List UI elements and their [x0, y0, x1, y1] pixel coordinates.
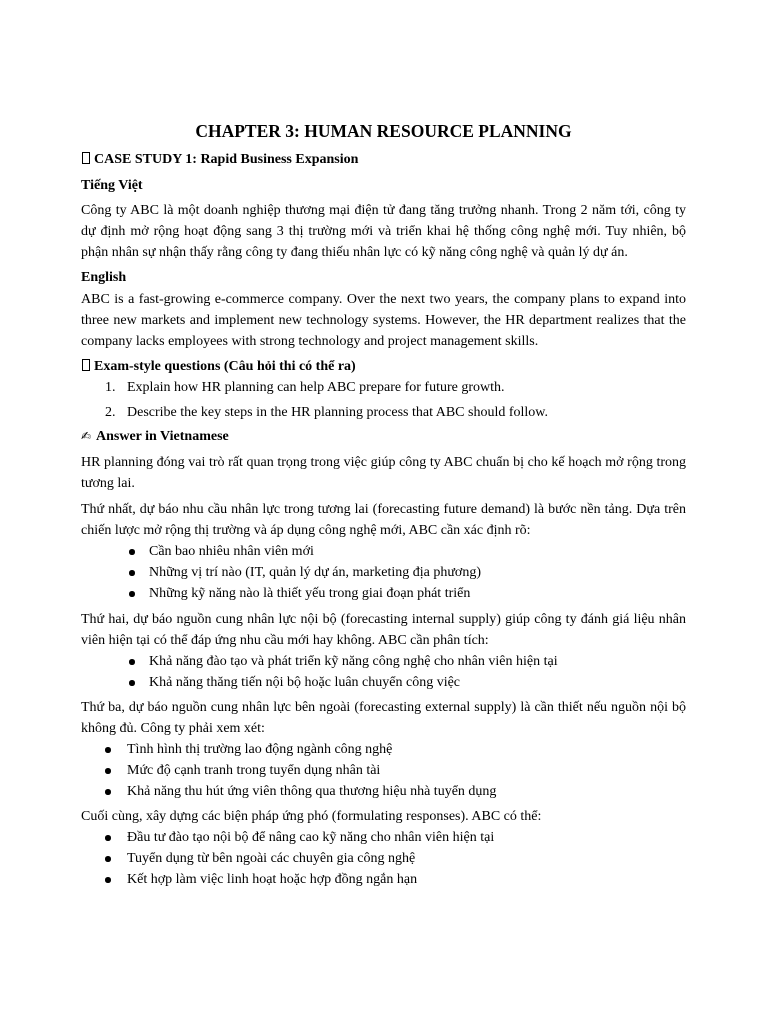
answer-intro: HR planning đóng vai trò rất quan trọng trong việc giúp công ty ABC chuẩn bị cho kế hoạch mở rộng trong tương lai. — [81, 455, 686, 491]
list-item-text: Những kỹ năng nào là thiết yếu trong giai đoạn phát triển — [149, 586, 471, 601]
step-4-bullets — [81, 827, 686, 890]
list-item — [81, 541, 686, 562]
step-3-bullets — [81, 739, 686, 802]
vietnamese-paragraph: Công ty ABC là một doanh nghiệp thương mại điện tử đang tăng trưởng nhanh. Trong 2 năm tới, công ty dự định mở rộng hoạt động sang 3 thị trường mới và triển khai hệ thống công nghệ mới. Tuy nhiên, bộ phận nhân sự nhận thấy rằng công ty đang thiếu nhân lực có kỹ năng công nghệ và quản lý dự án. — [81, 203, 686, 260]
exam-questions-heading — [81, 356, 686, 377]
answer-step-2: Thứ hai, dự báo nguồn cung nhân lực nội bộ (forecasting internal supply) giúp công ty đánh giá liệu nhân viên hiện tại có thể đáp ứng nhu cầu mới hay không. ABC cần phân tích: — [81, 612, 686, 648]
list-item — [81, 848, 686, 869]
bullet-icon — [129, 659, 135, 665]
list-item — [81, 583, 686, 604]
exam-questions-list — [81, 377, 686, 423]
list-item — [81, 651, 686, 672]
step-1-bullets — [81, 541, 686, 604]
exam-questions-heading-text: Exam-style questions (Câu hỏi thi có thể ra) — [94, 359, 356, 374]
document-body — [81, 120, 686, 890]
list-item — [81, 869, 686, 890]
list-item-text: Describe the key steps in the HR planning process that ABC should follow. — [127, 405, 548, 420]
list-item-text: Khả năng đào tạo và phát triển kỹ năng công nghệ cho nhân viên hiện tại — [149, 654, 558, 669]
answer-step-1: Thứ nhất, dự báo nhu cầu nhân lực trong tương lai (forecasting future demand) là bước nền tảng. Dựa trên chiến lược mở rộng thị trường và áp dụng công nghệ mới, ABC cần xác định rõ: — [81, 502, 686, 538]
list-item-text: Khả năng thăng tiến nội bộ hoặc luân chuyển công việc — [149, 675, 461, 690]
answer-heading-text: Answer in Vietnamese — [96, 429, 229, 444]
english-paragraph: ABC is a fast-growing e-commerce company. Over the next two years, the company plans to expand into three new markets and implement new technology systems. However, the HR department realizes that the company lacks employees with strong technology and project management skills. — [81, 292, 686, 349]
list-item-text: Khả năng thu hút ứng viên thông qua thương hiệu nhà tuyển dụng — [127, 784, 497, 799]
list-item — [81, 562, 686, 583]
bullet-icon — [129, 680, 135, 686]
bullet-icon — [105, 835, 111, 841]
writing-hand-icon — [81, 426, 96, 447]
answer-step-4: Cuối cùng, xây dựng các biện pháp ứng phó (formulating responses). ABC có thể: — [81, 809, 542, 824]
list-item-text: Đầu tư đào tạo nội bộ để nâng cao kỹ năng cho nhân viên hiện tại — [127, 830, 495, 845]
bullet-icon — [105, 747, 111, 753]
vietnamese-heading: Tiếng Việt — [81, 178, 143, 193]
chapter-title: CHAPTER 3: HUMAN RESOURCE PLANNING — [195, 121, 572, 141]
list-item-text: Cần bao nhiêu nhân viên mới — [149, 544, 314, 559]
list-item — [81, 760, 686, 781]
list-item-text: Kết hợp làm việc linh hoạt hoặc hợp đồng ngắn hạn — [127, 872, 418, 887]
list-item-text: Những vị trí nào (IT, quản lý dự án, marketing địa phương) — [149, 565, 482, 580]
list-number: 2. — [105, 405, 116, 420]
list-item — [81, 402, 686, 423]
answer-step-3: Thứ ba, dự báo nguồn cung nhân lực bên ngoài (forecasting external supply) là cần thiết nếu nguồn nội bộ không đủ. Công ty phải xem xét: — [81, 700, 686, 736]
list-item — [81, 827, 686, 848]
answer-heading — [81, 426, 686, 447]
missing-glyph-icon — [82, 359, 90, 371]
bullet-icon — [129, 591, 135, 597]
list-item — [81, 377, 686, 398]
list-item — [81, 672, 686, 693]
english-heading: English — [81, 270, 127, 285]
bullet-icon — [105, 768, 111, 774]
list-item-text: Tuyển dụng từ bên ngoài các chuyên gia công nghệ — [127, 851, 416, 866]
list-item — [81, 739, 686, 760]
list-item — [81, 781, 686, 802]
missing-glyph-icon — [82, 152, 90, 164]
bullet-icon — [105, 877, 111, 883]
step-2-bullets — [81, 651, 686, 693]
bullet-icon — [105, 789, 111, 795]
list-item-text: Tình hình thị trường lao động ngành công nghệ — [127, 742, 393, 757]
bullet-icon — [105, 856, 111, 862]
case-study-heading — [81, 149, 686, 170]
list-item-text: Mức độ cạnh tranh trong tuyển dụng nhân tài — [127, 763, 381, 778]
case-study-heading-text: CASE STUDY 1: Rapid Business Expansion — [94, 152, 359, 167]
bullet-icon — [129, 570, 135, 576]
list-item-text: Explain how HR planning can help ABC prepare for future growth. — [127, 380, 505, 395]
list-number: 1. — [105, 380, 116, 395]
bullet-icon — [129, 549, 135, 555]
